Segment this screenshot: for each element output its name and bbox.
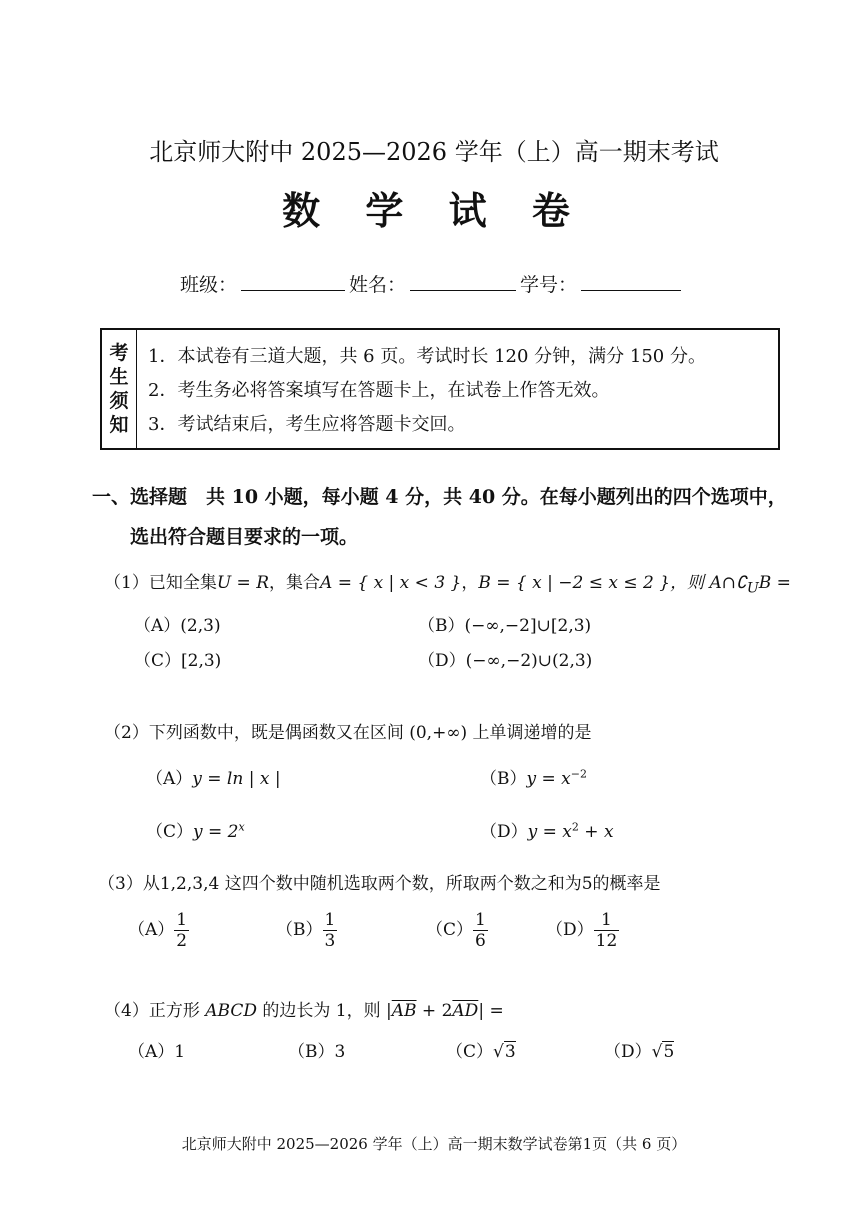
q2-b-label: （B） [480,769,527,789]
q2-option-b [480,764,587,789]
q3-b-num: 1 [324,910,336,930]
q2-d-label: （D） [480,822,528,842]
q3-a-num: 1 [176,910,188,930]
q2-option-c [146,817,245,842]
q2-d-expr: y = x [527,822,572,842]
q3-c-label: （C） [426,920,474,940]
q1-option-d: （D）(−∞,−2)∪(2,3) [418,651,593,671]
q4-vector-ad: $\overline{AD}$ [452,1001,479,1021]
q2-c-expr: y = 2 [193,822,239,842]
q4-end: | = [478,1001,504,1021]
q3-a-den: 2 [176,931,188,951]
q3-d-frac [594,910,620,951]
name-label: 姓名： [349,274,407,296]
notice-side-label [102,330,137,448]
q4-c-label: （C） [446,1042,494,1062]
question-2: （2）下列函数中，既是偶函数又在区间 (0,+∞) 上单调递增的是 [104,723,592,743]
q1-mid: ，集合 [269,573,321,593]
q1-tail: ，则 A∩∁ [670,573,747,593]
q4-d-radicand: 5 [663,1042,675,1062]
q4-d-label: （D） [604,1042,652,1062]
q4-option-b: （B）3 [288,1042,346,1062]
class-label: 班级： [180,274,238,296]
q2-c-exp: x [238,820,245,834]
q1-tail-end: B = [758,573,791,593]
q4-shape: ABCD [205,1001,257,1021]
notice-side-char: 知 [109,414,129,436]
question-1: （1）已知全集U = R，集合A = { x | x < 3 }，B = { x | −2 ≤ x ≤ 2 }，则 $A\cap∁_UB$ = [104,573,791,597]
q2-b-expr: y = x [526,769,571,789]
q3-option-a [128,910,189,951]
q3-option-d [546,910,619,951]
q4-mid: 的边长为 1，则 | [256,1001,392,1021]
q2-option-d [480,817,614,842]
q3-b-label: （B） [276,920,323,940]
q4-plus: + 2 [416,1001,453,1021]
q3-c-num: 1 [475,910,486,930]
q4-option-a: （A）1 [128,1042,186,1062]
student-info-row [180,270,685,297]
student-id-label: 学号： [520,274,578,296]
q3-a-label: （A） [128,920,175,940]
q3-c-frac [473,910,488,951]
page-footer: 北京师大附中 2025—2026 学年（上）高一期末数学试卷第1页（共 6 页） [181,1135,687,1153]
q3-option-c [426,910,488,951]
question-4 [104,996,504,1021]
q1-set-b: B = { x | −2 ≤ x ≤ 2 } [478,573,671,593]
notice-item: 2．考生务必将答案填写在答题卡上，在试卷上作答无效。 [148,380,610,401]
question-3: （3）从1,2,3,4 这四个数中随机选取两个数，所取两个数之和为5的概率是 [98,874,661,894]
notice-side-char: 须 [109,390,129,412]
q4-prefix: （4）正方形 [104,1001,206,1021]
q4-option-d: （D）√5 [604,1042,675,1062]
exam-title: 数 学 试 卷 [282,188,586,233]
notice-side-char: 考 [109,342,129,364]
section-heading: 一、选择题 共 10 小题，每小题 4 分，共 40 分。在每小题列出的四个选项中， [92,486,787,508]
q3-d-den: 12 [595,931,618,951]
class-blank [241,289,345,291]
q1-tail-sub: U [746,580,759,597]
q3-d-label: （D） [546,920,594,940]
notice-side-char: 生 [109,366,129,388]
q3-option-b [276,910,337,951]
notice-item: 1．本试卷有三道大题，共 6 页。考试时长 120 分钟，满分 150 分。 [148,346,706,367]
q1-option-a: （A）(2,3) [134,616,221,636]
q3-b-frac [323,910,338,951]
q2-option-a [146,764,281,789]
section-heading-cont: 选出符合题目要求的一项。 [130,526,359,548]
q1-set-a: A = { x | x < 3 } [320,573,462,593]
student-id-blank [581,289,681,291]
notice-items [148,340,706,442]
q1-option-b: （B）(−∞,−2]∪[2,3) [418,616,592,636]
q4-vector-ab: $\overline{AB}$ [391,1001,417,1021]
q2-a-label: （A） [146,769,193,789]
q2-a-expr: y = ln | x | [192,769,281,789]
q2-b-exp: −2 [570,767,587,781]
q1-prefix: （1）已知全集 [104,573,217,593]
q1-universal-set: U = R [216,573,270,593]
q3-c-den: 6 [475,931,486,951]
notice-item: 3．考试结束后，考生应将答题卡交回。 [148,414,466,435]
exam-subtitle: 北京师大附中 2025—2026 学年（上）高一期末考试 [149,138,719,166]
q2-c-label: （C） [146,822,194,842]
q1-option-c: （C）[2,3) [134,651,222,671]
q2-d-exp: 2 [571,820,579,834]
q3-b-den: 3 [324,931,336,951]
notice-box [100,328,780,450]
q3-a-frac [174,910,189,951]
q2-d-tail: + x [578,822,614,842]
q4-option-c: （C）√3 [446,1042,516,1062]
name-blank [410,289,516,291]
q4-c-radicand: 3 [504,1042,516,1062]
q3-d-num: 1 [594,910,620,931]
